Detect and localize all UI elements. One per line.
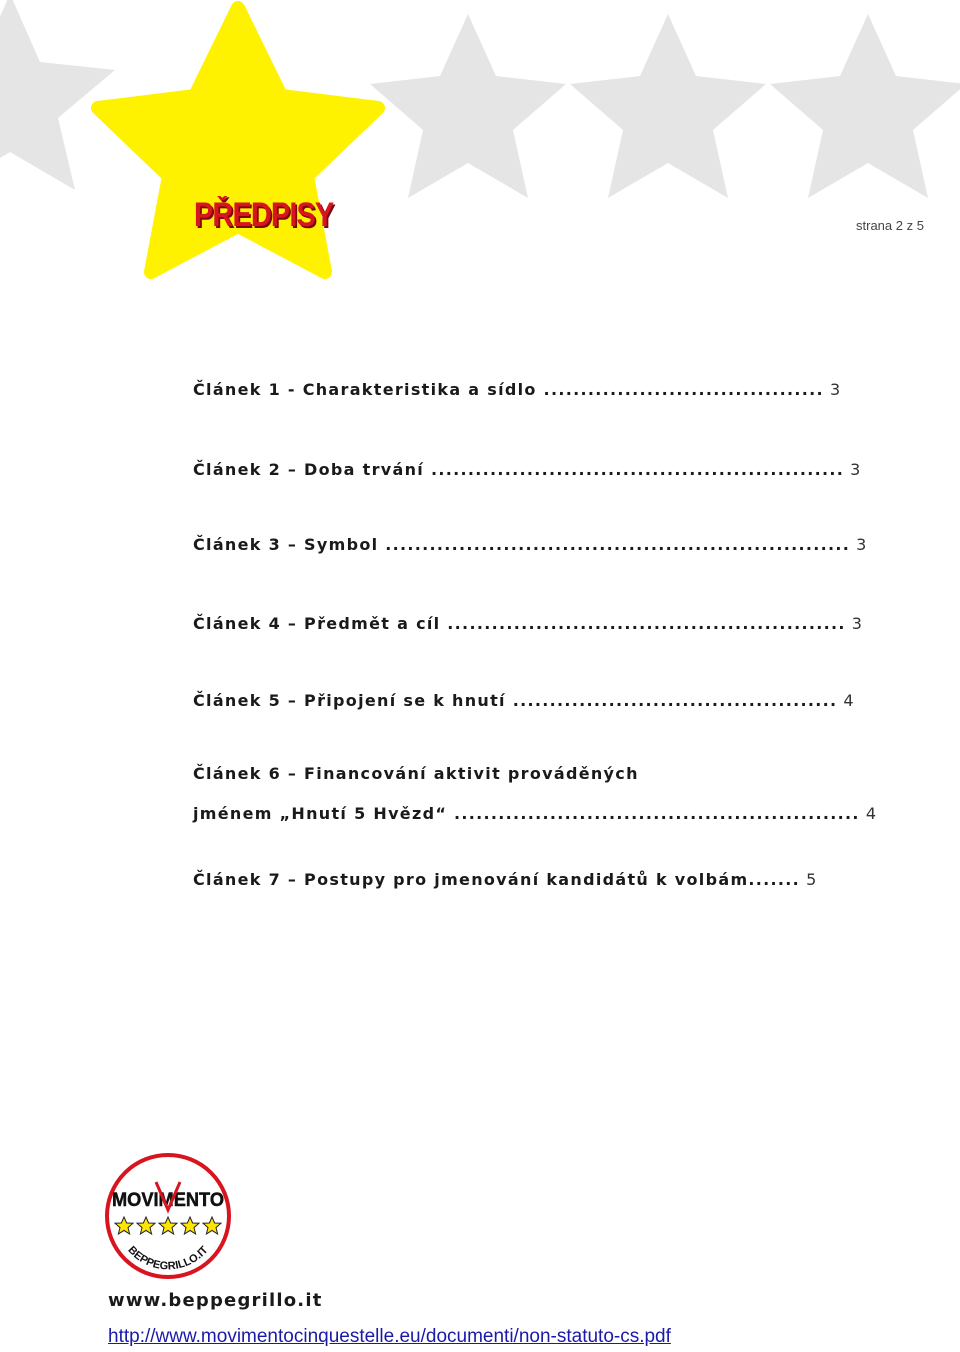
gray-star-icon xyxy=(570,14,766,198)
toc-entry-text: Článek 5 – Připojení se k hnutí ............................................ xyxy=(193,691,838,710)
movimento-logo xyxy=(104,1152,232,1280)
toc-entry-page: 4 xyxy=(843,691,854,710)
toc-entry-page: 3 xyxy=(856,535,867,554)
toc-entry-text: Článek 4 – Předmět a cíl ...................................................... xyxy=(193,614,846,633)
toc-entry-page: 4 xyxy=(865,804,876,823)
logo-site-path: BEPPEGRILLO.IT xyxy=(125,1244,211,1273)
toc-entry-5[interactable] xyxy=(193,691,854,710)
toc-entry-text: Článek 1 - Charakteristika a sídlo ...................................... xyxy=(193,380,824,399)
stars-background xyxy=(0,0,960,290)
toc-entry-text: Článek 2 – Doba trvání ........................................................ xyxy=(193,460,845,479)
gray-star-icon xyxy=(770,14,960,198)
toc-entry-page: 5 xyxy=(806,870,817,889)
website-text: www.beppegrillo.it xyxy=(108,1290,323,1311)
toc-entry-1[interactable] xyxy=(193,380,840,399)
source-url-link[interactable]: http://www.movimentocinquestelle.eu/documenti/non-statuto-cs.pdf xyxy=(108,1326,671,1347)
toc-entry-page: 3 xyxy=(850,460,861,479)
toc-entry-text: Článek 3 – Symbol ............................................................... xyxy=(193,535,851,554)
gray-star-icon xyxy=(0,0,115,190)
toc-entry-4[interactable] xyxy=(193,614,862,633)
toc-entry-6-cont[interactable] xyxy=(193,804,876,823)
toc-entry-text: jménem „Hnutí 5 Hvězd“ ....................................................... xyxy=(193,804,860,823)
gray-star-icon xyxy=(370,14,566,198)
toc-entry-page: 3 xyxy=(829,380,841,399)
page-title: PŘEDPISY xyxy=(194,196,334,234)
toc-entry-2[interactable] xyxy=(193,460,860,479)
toc-entry-page: 3 xyxy=(851,614,862,633)
toc-entry-3[interactable] xyxy=(193,535,866,554)
toc-entry-text: Článek 7 – Postupy pro jmenování kandidátů k volbám....... xyxy=(193,870,801,889)
logo-word: MOVIMENTO xyxy=(112,1190,224,1211)
toc-entry-7[interactable] xyxy=(193,870,816,889)
toc-entry-6[interactable] xyxy=(193,764,639,783)
toc-entry-text: Článek 6 – Financování aktivit prováděných xyxy=(193,764,639,783)
page-indicator: strana 2 z 5 xyxy=(856,218,924,233)
